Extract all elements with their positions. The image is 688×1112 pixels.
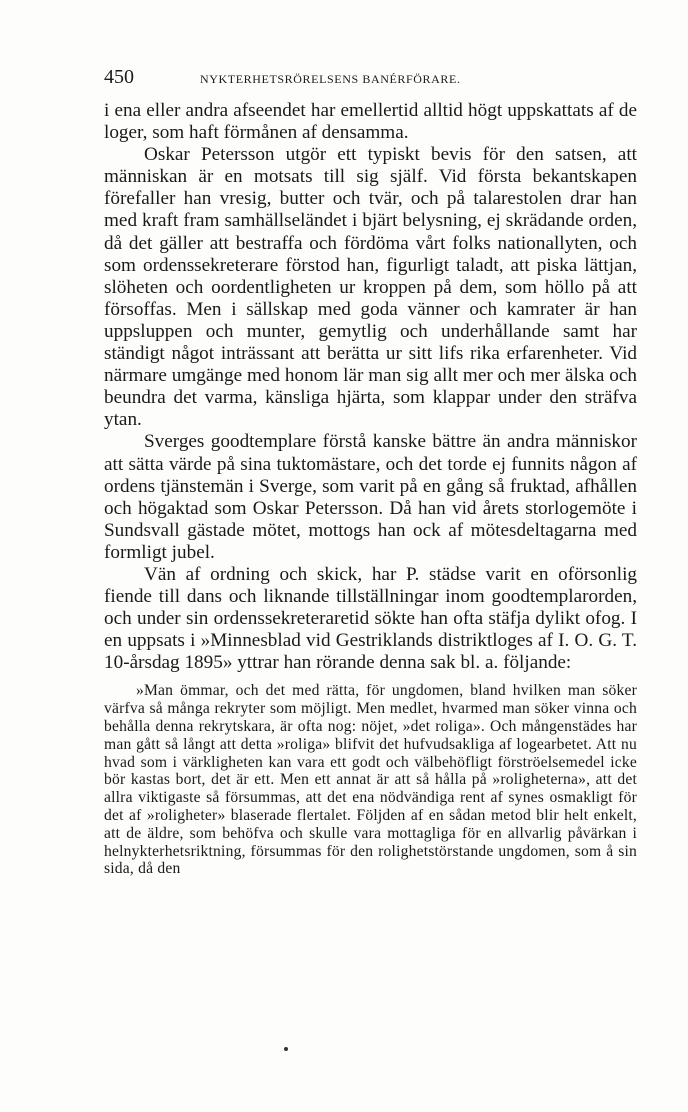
page-number: 450: [104, 66, 134, 88]
paragraph-continuation: i ena eller andra afseendet har emellertid alltid högt uppskattats af de loger, som haft förmånen af densamma.: [104, 100, 637, 144]
quote-text: »Man ömmar, och det med rätta, för ungdomen, bland hvilken man söker värfva så många rekryter som möjligt. Men medlet, hvarmed man söker vinna och behålla denna rekrytskara, är ofta nog: nöjet, »det roliga». Och mångenstädes har man gått så långt att detta »roliga» blifvit det hufvudsakliga af logearbetet. Att nu hvad som i värkligheten kan vara ett godt och välbehöfligt förströelsemedel icke bör kastas bort, det är ett. Men ett annat är att så hålla på »roligheterna», att det allra viktigaste så försummas, att det ena nödvändiga rent af synes osmakligt för det af »roligheter» blaserade flertalet. Följden af en sådan metod blir helt enkelt, att de äldre, som behöfva och skulle vara mottagliga för en allvarlig påvärkan i helnykterhetsriktning, försummas för den rolighetstörstande ungdomen, som å sin sida, då den: [104, 682, 637, 878]
book-page: [104, 66, 637, 878]
body-text: [104, 100, 637, 674]
paragraph: Sverges goodtemplare förstå kanske bättre än andra människor att sätta värde på sina tuktomästare, och det torde ej funnits någon af ordens tjänstemän i Sverge, som varit på en gång så fruktad, afhållen och högaktad som Oskar Petersson. Då han vid årets storlogemöte i Sundsvall gästade mötet, mottogs han ock af mötesdeltagarna med formligt jubel.: [104, 431, 637, 563]
running-title: NYKTERHETSRÖRELSENS BANÉRFÖRARE.: [200, 72, 461, 86]
page-header: [104, 66, 637, 92]
paragraph: Vän af ordning och skick, har P. städse varit en oförsonlig fiende till dans och liknande tillställningar inom goodtemplarorden, och under sin ordenssekreteraretid sökte han ofta stäfja dylikt ofog. I en uppsats i »Minnesblad vid Gestriklands distriktloges af I. O. G. T. 10-årsdag 1895» yttrar han rörande denna sak bl. a. följande:: [104, 563, 637, 674]
block-quote: [104, 682, 637, 878]
paragraph: Oskar Petersson utgör ett typiskt bevis för den satsen, att människan är en motsats till sig själf. Vid första bekantskapen förefaller han vresig, butter och tvär, och på talarestolen drar han med kraft fram samhällseländet i bjärt belysning, ej skrädande orden, då det gäller att bestraffa och fördöma vårt folks nationallyten, och som ordenssekreterare förstod han, figurligt taladt, att piska lättjan, slöheten och oordentligheten ur kroppen på dem, som höllo på att försoffas. Men i sällskap med goda vänner och kamrater är han uppsluppen och munter, gemytlig och underhållande samt har ständigt något inträssant att berätta ur sitt lifs rika erfarenheter. Vid närmare umgänge med honom lär man sig allt mer och mer älska och beundra det varma, känsliga hjärta, som klappar under den sträfva ytan.: [104, 144, 637, 431]
footer-mark: [284, 1047, 288, 1051]
